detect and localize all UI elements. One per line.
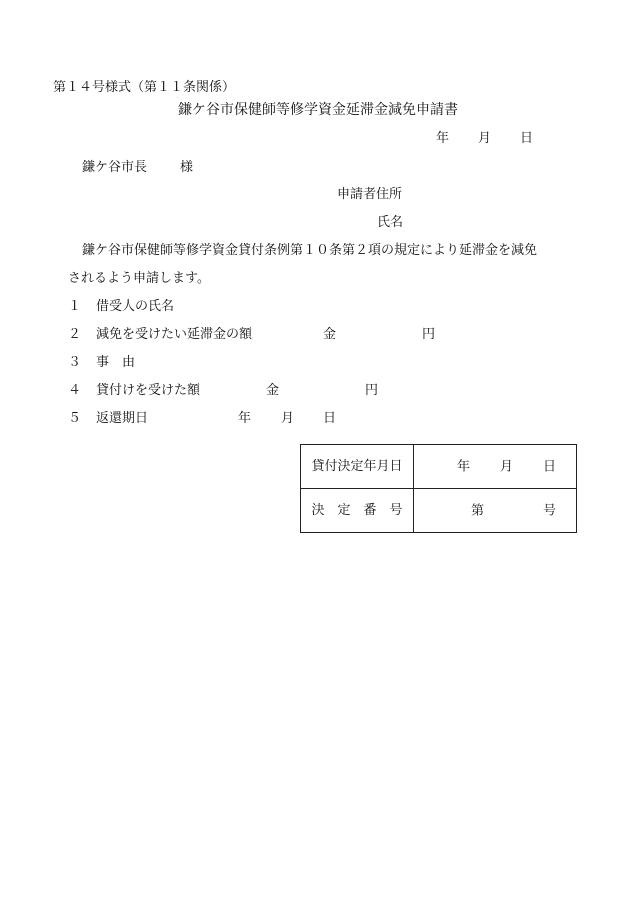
item-1-number: １ [68,299,82,314]
applicant-name-label: 氏名 [377,215,404,230]
item-1-label: 借受人の氏名 [96,299,175,314]
decision-number-go: 号 [543,503,557,518]
addressee-name: 鎌ケ谷市長 [82,160,148,175]
item-2-yen: 円 [422,327,436,342]
document-title: 鎌ケ谷市保健師等修学資金延滞金減免申請書 [178,102,458,118]
item-4-yen: 円 [365,383,379,398]
addressee-honorific: 様 [180,160,194,175]
item-4-number: ４ [68,383,82,398]
item-2-kin: 金 [323,327,337,342]
decision-table [300,444,577,533]
decision-number-row [301,489,577,533]
date-day: 日 [520,131,534,146]
applicant-address-label: 申請者住所 [337,187,403,202]
item-4-kin: 金 [266,383,280,398]
decision-date-day: 日 [543,459,557,474]
item-3-label: 事 由 [96,355,136,370]
decision-number-label: 決 定 番 号 [301,489,414,533]
decision-number-value [414,489,577,533]
date-year: 年 [436,131,450,146]
item-5-year: 年 [238,411,252,426]
item-5-day: 日 [323,411,337,426]
item-5-label: 返還期日 [96,411,149,426]
decision-number-dai: 第 [471,503,485,518]
decision-date-label: 貸付決定年月日 [301,445,414,489]
decision-date-value [414,445,577,489]
item-2-number: ２ [68,327,82,342]
item-4-label: 貸付けを受けた額 [96,383,201,398]
item-5-number: ５ [68,411,82,426]
decision-date-year: 年 [457,459,471,474]
item-5-month: 月 [281,411,295,426]
decision-date-month: 月 [500,459,514,474]
item-2-label: 減免を受けたい延滞金の額 [96,327,253,342]
form-number: 第１４号様式（第１１条関係） [53,80,236,95]
item-3-number: ３ [68,355,82,370]
decision-date-row [301,445,577,489]
body-line-1: 鎌ケ谷市保健師等修学資金貸付条例第１０条第２項の規定により延滞金を減免 [82,243,538,258]
body-line-2: されるよう申請します。 [68,271,210,286]
date-month: 月 [478,131,492,146]
